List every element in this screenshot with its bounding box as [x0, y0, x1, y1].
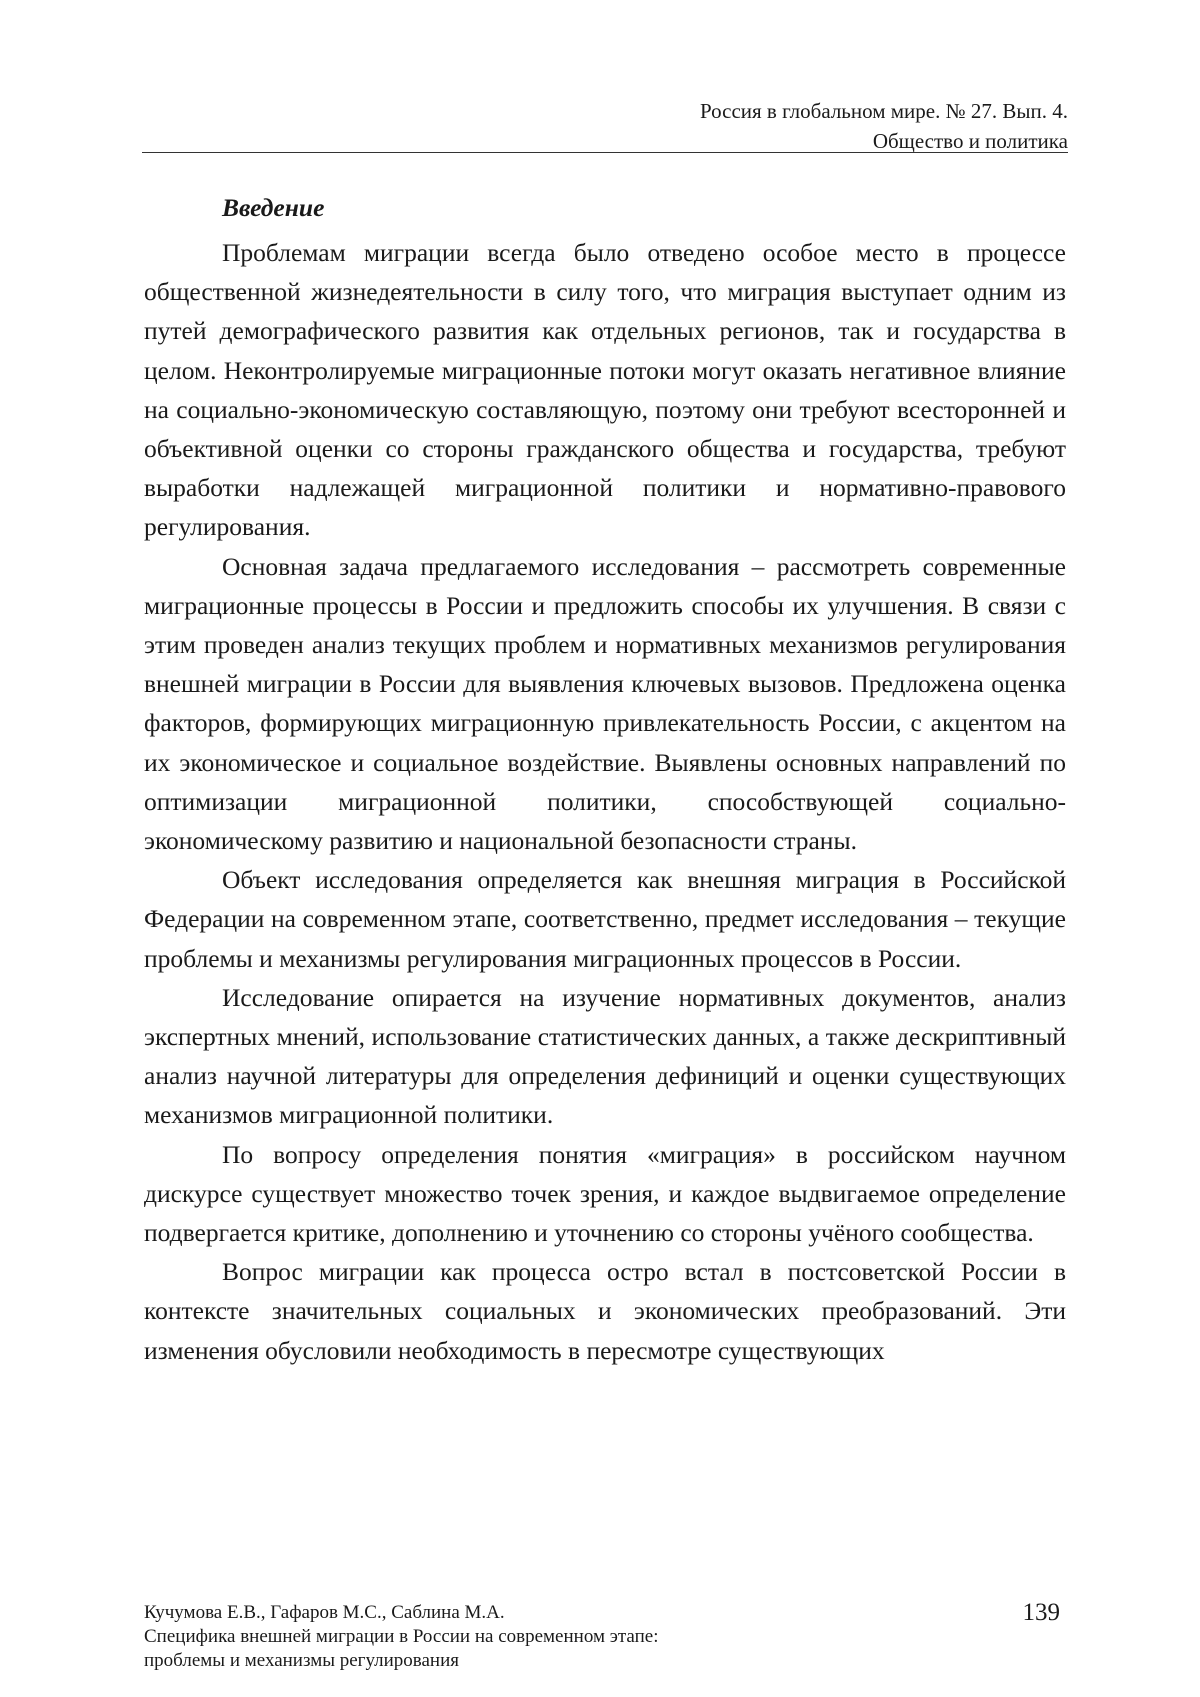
footer-authors: Кучумова Е.В., Гафаров М.С., Саблина М.А. [144, 1602, 505, 1623]
journal-title: Россия в глобальном мире. № 27. Вып. 4. [699, 99, 1068, 123]
journal-section: Общество и политика [872, 129, 1068, 153]
footer-article-title-2: проблемы и механизмы регулирования [144, 1650, 460, 1671]
paragraph-4: Исследование опирается на изучение нормативных документов, анализ экспертных мнений, использование статистических данных, а также дескриптивный анализ научной литературы для определения дефиниций и оценки существующих механизмов миграционной политики. [144, 982, 1066, 1130]
footer-article-title-1: Специфика внешней миграции в России на современном этапе: [144, 1626, 659, 1647]
paragraph-1: Проблемам миграции всегда было отведено особое место в процессе общественной жизнедеятельности в силу того, что миграция выступает одним из путей демографического развития как отдельных регионов, так и государства в целом. Неконтролируемые миграционные потоки могут оказать негативное влияние на социально-экономическую составляющую, поэтому они требуют всесторонней и объективной оценки со стороны гражданского общества и государства, требуют выработки надлежащей миграционной политики и нормативно-правового регулирования. [144, 238, 1066, 542]
paragraph-2: Основная задача предлагаемого исследования – рассмотреть современные миграционные процессы в России и предложить способы их улучшения. В связи с этим проведен анализ текущих проблем и нормативных механизмов регулирования внешней миграции в России для выявления ключевых вызовов. Предложена оценка факторов, формирующих миграционную привлекательность России, с акцентом на их экономическое и социальное воздействие. Выявлены основных направлений по оптимизации миграционной политики, способствующей социально-экономическому развитию и национальной безопасности страны. [144, 551, 1066, 856]
page-number: 139 [1022, 1599, 1060, 1626]
header-rule [142, 152, 1068, 153]
paragraph-3: Объект исследования определяется как внешняя миграция в Российской Федерации на современном этапе, соответственно, предмет исследования – текущие проблемы и механизмы регулирования миграционных процессов в России. [144, 865, 1066, 973]
running-footer [144, 1601, 844, 1673]
paragraph-5: По вопросу определения понятия «миграция» в российском научном дискурсе существует множество точек зрения, и каждое выдвигаемое определение подвергается критике, дополнению и уточнению со стороны учёного сообщества. [144, 1139, 1066, 1248]
article-body [144, 188, 1066, 1370]
running-header [142, 96, 1068, 156]
section-heading: Введение [222, 193, 325, 222]
paragraph-6: Вопрос миграции как процесса остро встал в постсоветской России в контексте значительных социальных и экономических преобразований. Эти изменения обусловили необходимость в пересмотре существующих [144, 1257, 1066, 1365]
